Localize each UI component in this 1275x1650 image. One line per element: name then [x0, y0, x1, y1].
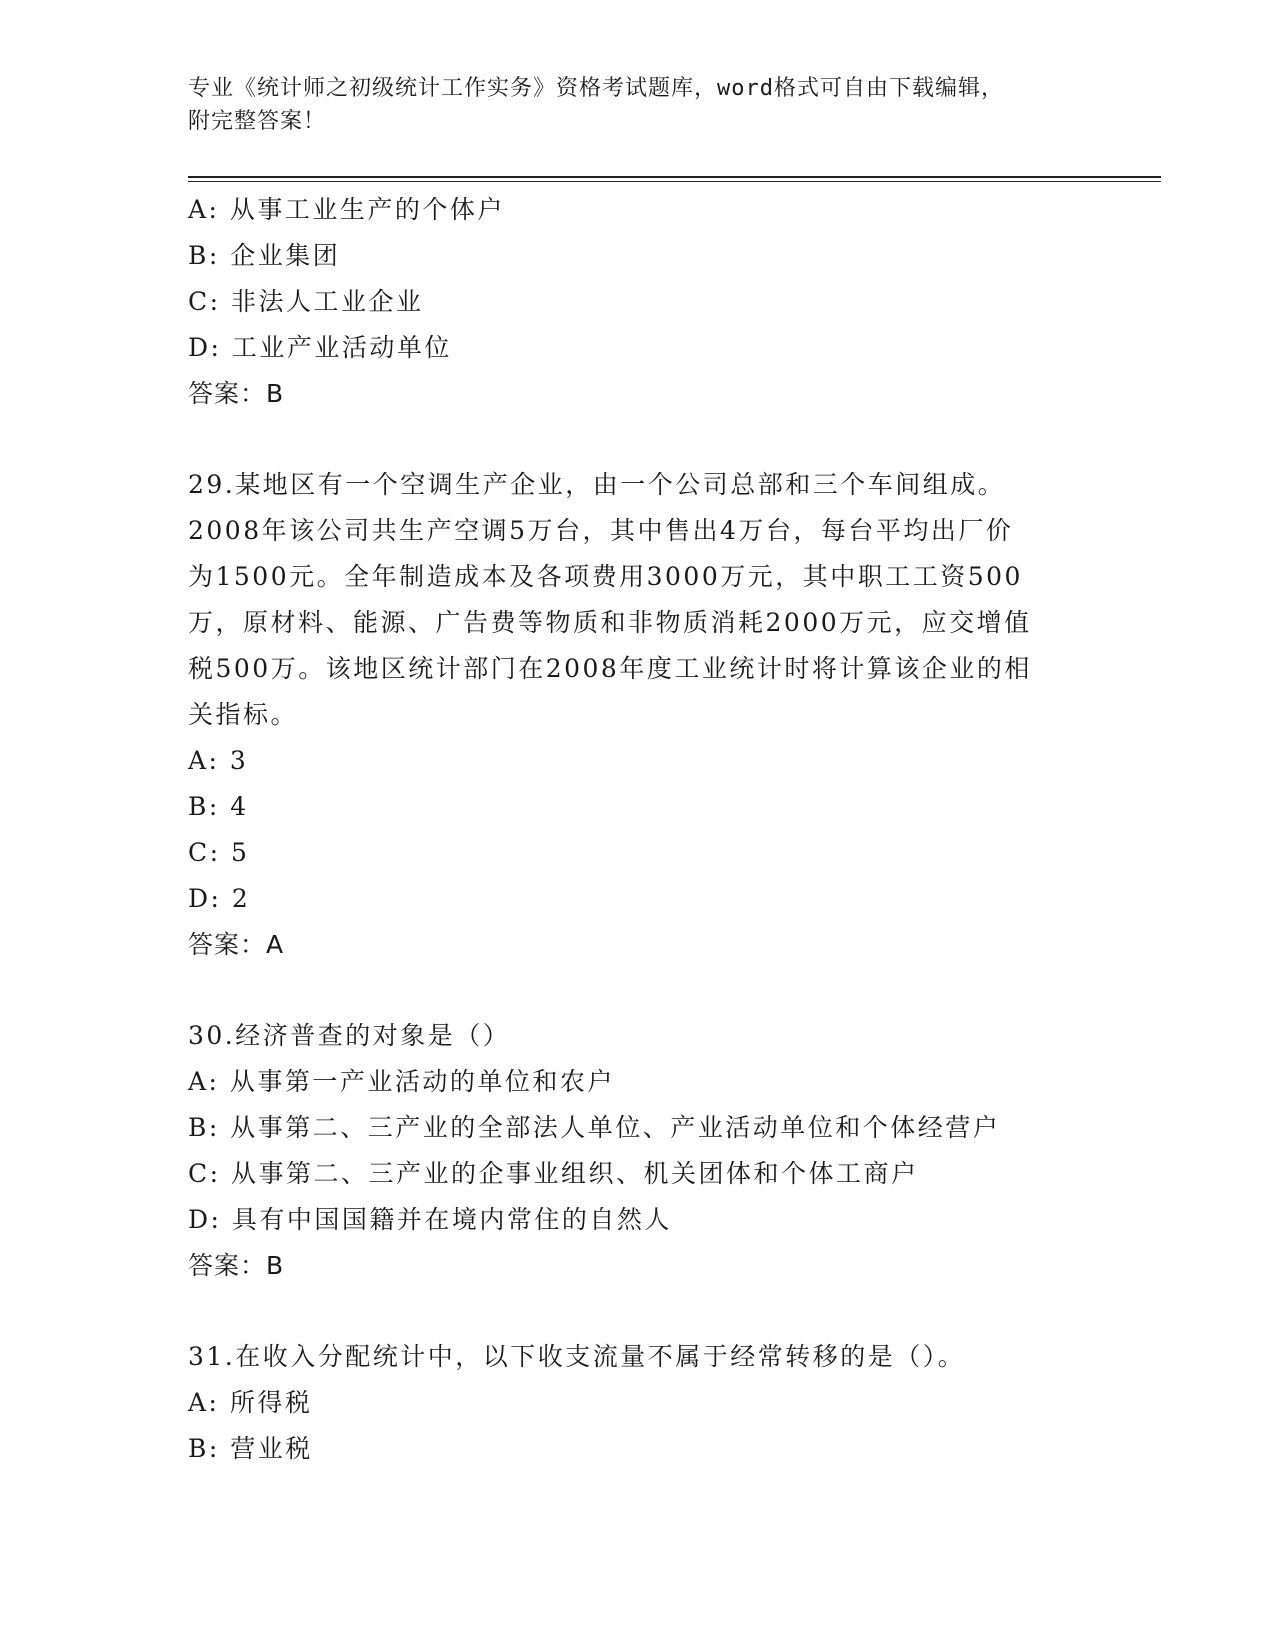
answer-line: 答案：B [188, 379, 285, 408]
question-stem: 30.经济普查的对象是（） [188, 1021, 511, 1050]
question-31 [188, 1334, 1108, 1472]
option-c: C: 从事第二、三产业的企事业组织、机关团体和个体工商户 [188, 1159, 919, 1188]
question-stem-line: 2008年该公司共生产空调5万台，其中售出4万台，每台平均出厂价 [188, 516, 1014, 545]
option-c: C: 非法人工业企业 [188, 287, 424, 316]
document-header [188, 72, 1088, 138]
option-a: A: 所得税 [188, 1388, 313, 1417]
option-a: A: 从事工业生产的个体户 [188, 195, 505, 224]
question-29 [188, 462, 1108, 968]
option-d: D: 工业产业活动单位 [188, 333, 452, 362]
header-line-2: 附完整答案！ [188, 109, 327, 134]
option-b: B: 从事第二、三产业的全部法人单位、产业活动单位和个体经营户 [188, 1113, 1001, 1142]
question-28 [188, 187, 1108, 417]
question-list [188, 187, 1108, 1472]
question-stem-line: 税500万。该地区统计部门在2008年度工业统计时将计算该企业的相 [188, 654, 1032, 683]
question-stem: 31.在收入分配统计中，以下收支流量不属于经常转移的是（）。 [188, 1342, 966, 1371]
question-stem-line: 为1500元。全年制造成本及各项费用3000万元，其中职工工资500 [188, 562, 1023, 591]
header-line-1: 专业《统计师之初级统计工作实务》资格考试题库，word格式可自由下载编辑， [188, 76, 1004, 101]
option-b: B: 营业税 [188, 1434, 313, 1463]
option-a: A: 从事第一产业活动的单位和农户 [188, 1067, 615, 1096]
spacer [188, 968, 1108, 1013]
option-b: B: 4 [188, 792, 249, 821]
question-30 [188, 1013, 1108, 1289]
spacer [188, 1289, 1108, 1334]
question-stem-line: 关指标。 [188, 700, 299, 729]
question-stem-line: 万，原材料、能源、广告费等物质和非物质消耗2000万元，应交增值 [188, 608, 1032, 637]
option-d: D: 具有中国国籍并在境内常住的自然人 [188, 1205, 672, 1234]
option-d: D: 2 [188, 884, 251, 913]
answer-line: 答案：A [188, 930, 285, 959]
header-divider [188, 176, 1161, 182]
question-stem-line: 29.某地区有一个空调生产企业，由一个公司总部和三个车间组成。 [188, 470, 1006, 499]
spacer [188, 417, 1108, 462]
option-a: A: 3 [188, 746, 249, 775]
answer-line: 答案：B [188, 1251, 285, 1280]
option-c: C: 5 [188, 838, 250, 867]
option-b: B: 企业集团 [188, 241, 341, 270]
